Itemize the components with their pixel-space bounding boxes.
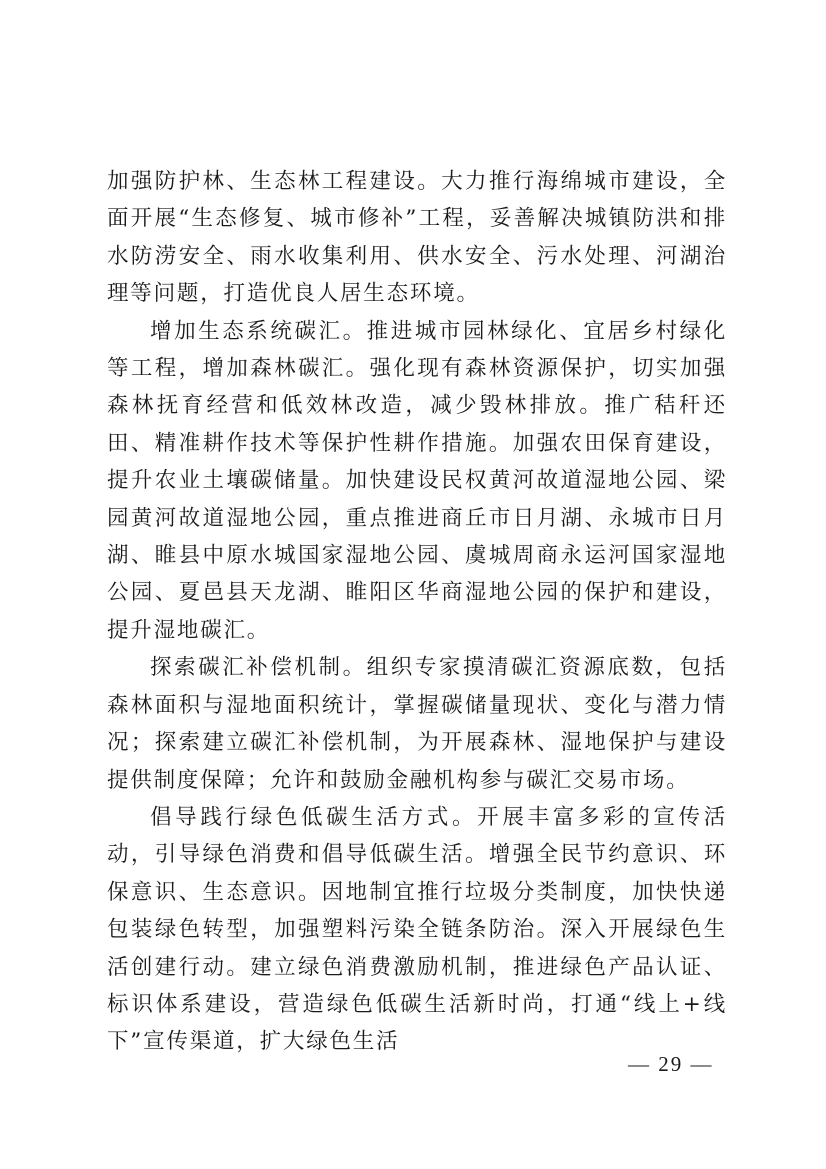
paragraph-continuation: 加强防护林、生态林工程建设。大力推行海绵城市建设，全面开展“生态修复、城市修补”工程，妥善解决城镇防洪和排水防涝安全、雨水收集利用、供水安全、污水处理、河湖治理等问题，打造优良人居生态环境。 [107,169,727,307]
page-number: — 29 — [628,1052,714,1076]
paragraph-compensation: 探索碳汇补偿机制。组织专家摸清碳汇资源底数，包括森林面积与湿地面积统计，掌握碳储量现状、变化与潜力情况；探索建立碳汇补偿机制，为开展森林、湿地保护与建设提供制度保障；允许和鼓励金融机构参与碳汇交易市场。 [107,655,727,793]
paragraph-green-lifestyle: 倡导践行绿色低碳生活方式。开展丰富多彩的宣传活动，引导绿色消费和倡导低碳生活。增强全民节约意识、环保意识、生态意识。因地制宜推行垃圾分类制度，加快快递包装绿色转型，加强塑料污染全链条防治。深入开展绿色生活创建行动。建立绿色消费激励机制，推进绿色产品认证、标识体系建设，营造绿色低碳生活新时尚，打通“线上+线下”宣传渠道，扩大绿色生活 [107,804,727,1055]
body-text [107,163,727,1061]
paragraph-carbon-sink: 增加生态系统碳汇。推进城市园林绿化、宜居乡村绿化等工程，增加森林碳汇。强化现有森林资源保护，切实加强森林抚育经营和低效林改造，减少毁林排放。推广秸秆还田、精准耕作技术等保护性耕作措施。加强农田保育建设，提升农业土壤碳储量。加快建设民权黄河故道湿地公园、梁园黄河故道湿地公园，重点推进商丘市日月湖、永城市日月湖、睢县中原水城国家湿地公园、虞城周商永运河国家湿地公园、夏邑县天龙湖、睢阳区华商湿地公园的保护和建设，提升湿地碳汇。 [107,318,727,643]
